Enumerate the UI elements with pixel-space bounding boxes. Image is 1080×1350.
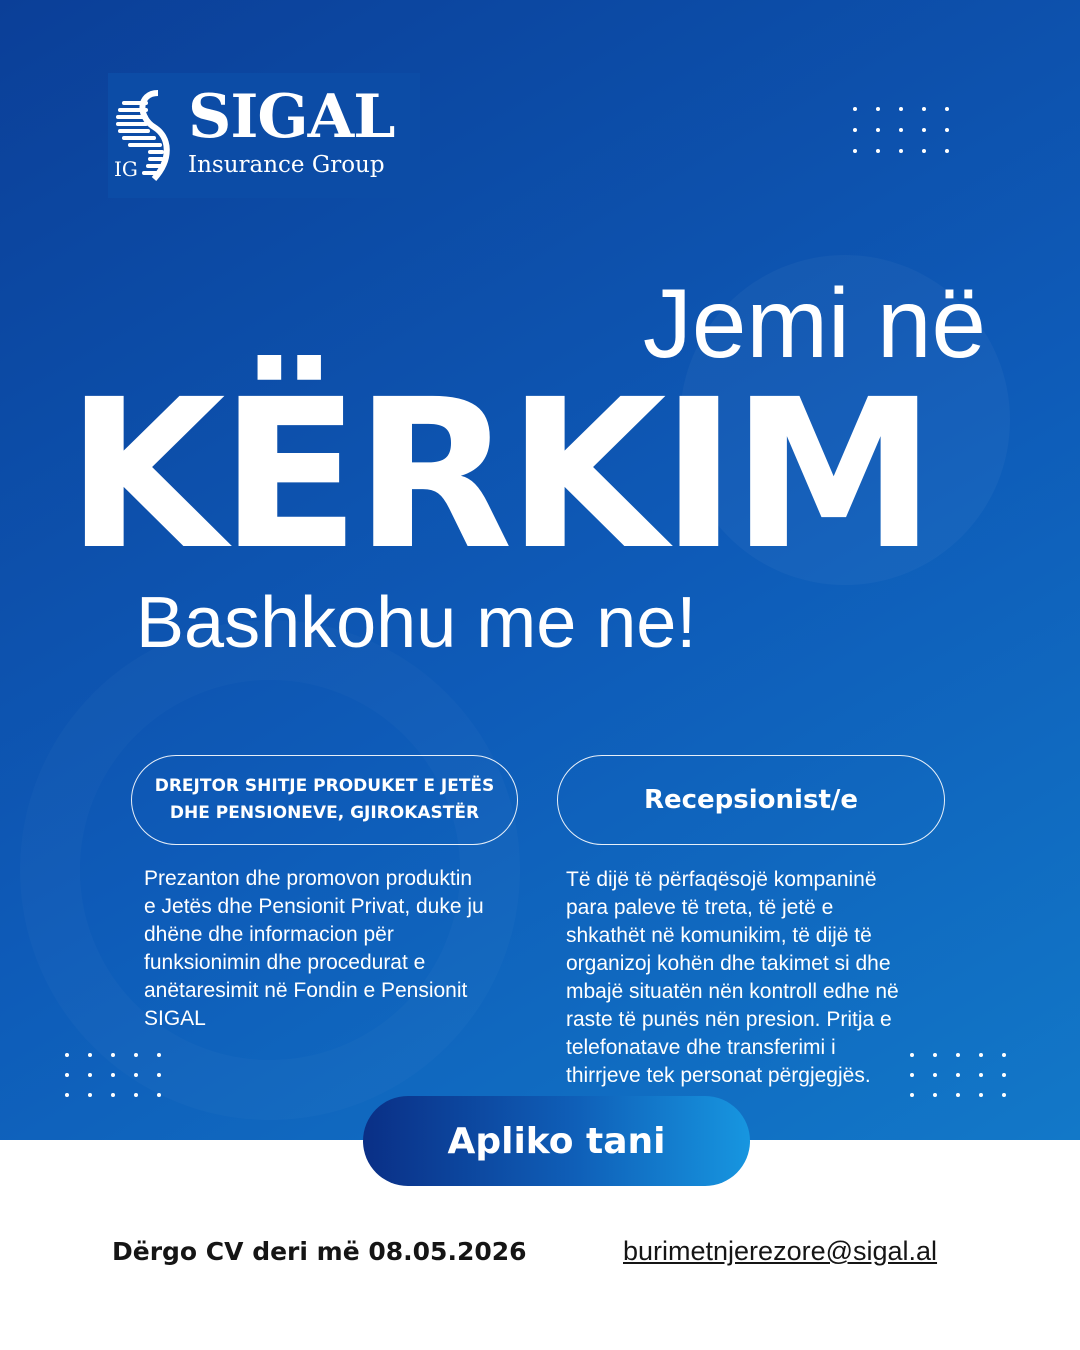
headline-top: Jemi në (642, 268, 986, 378)
apply-now-button[interactable]: Apliko tani (363, 1096, 750, 1186)
sigal-logo (108, 73, 420, 198)
logo-mark: IG (114, 157, 138, 181)
logo-name: SIGAL (188, 82, 395, 152)
cv-deadline: Dërgo CV deri më 08.05.2026 (112, 1237, 527, 1266)
position-title-receptionist: Recepsionist/e (557, 755, 945, 845)
headline-main: KËRKIM (66, 355, 931, 595)
dot-pattern-bottom-right (910, 1053, 1006, 1097)
position-title-director: DREJTOR SHITJE PRODUKET E JETËS DHE PENSIONEVE, GJIROKASTËR (131, 755, 518, 845)
logo-subtitle: Insurance Group (188, 152, 385, 178)
email-link[interactable]: burimetnjerezore@sigal.al (623, 1236, 938, 1266)
headline-bottom: Bashkohu me ne! (136, 583, 697, 663)
position-description-receptionist: Të dijë të përfaqësojë kompaninë para paleve të treta, të jetë e shkathët në komunikim, të dijë të organizoj kohën dhe takimet si dhe mbajë situatën nën kontroll edhe në raste të punës nën presion. Pritja e telefonatave dhe transferimi i thirrjeve tek personat përgjegjës. (566, 868, 899, 1087)
dot-pattern-bottom-left (65, 1053, 161, 1097)
position-description-director: Prezanton dhe promovon produktin e Jetës dhe Pensionit Privat, duke ju dhëne dhe informacion për funksionimin dhe procedurat e anëtaresimit në Fondin e Pensionit SIGAL (144, 867, 484, 1030)
dot-pattern-top-right (853, 107, 949, 153)
